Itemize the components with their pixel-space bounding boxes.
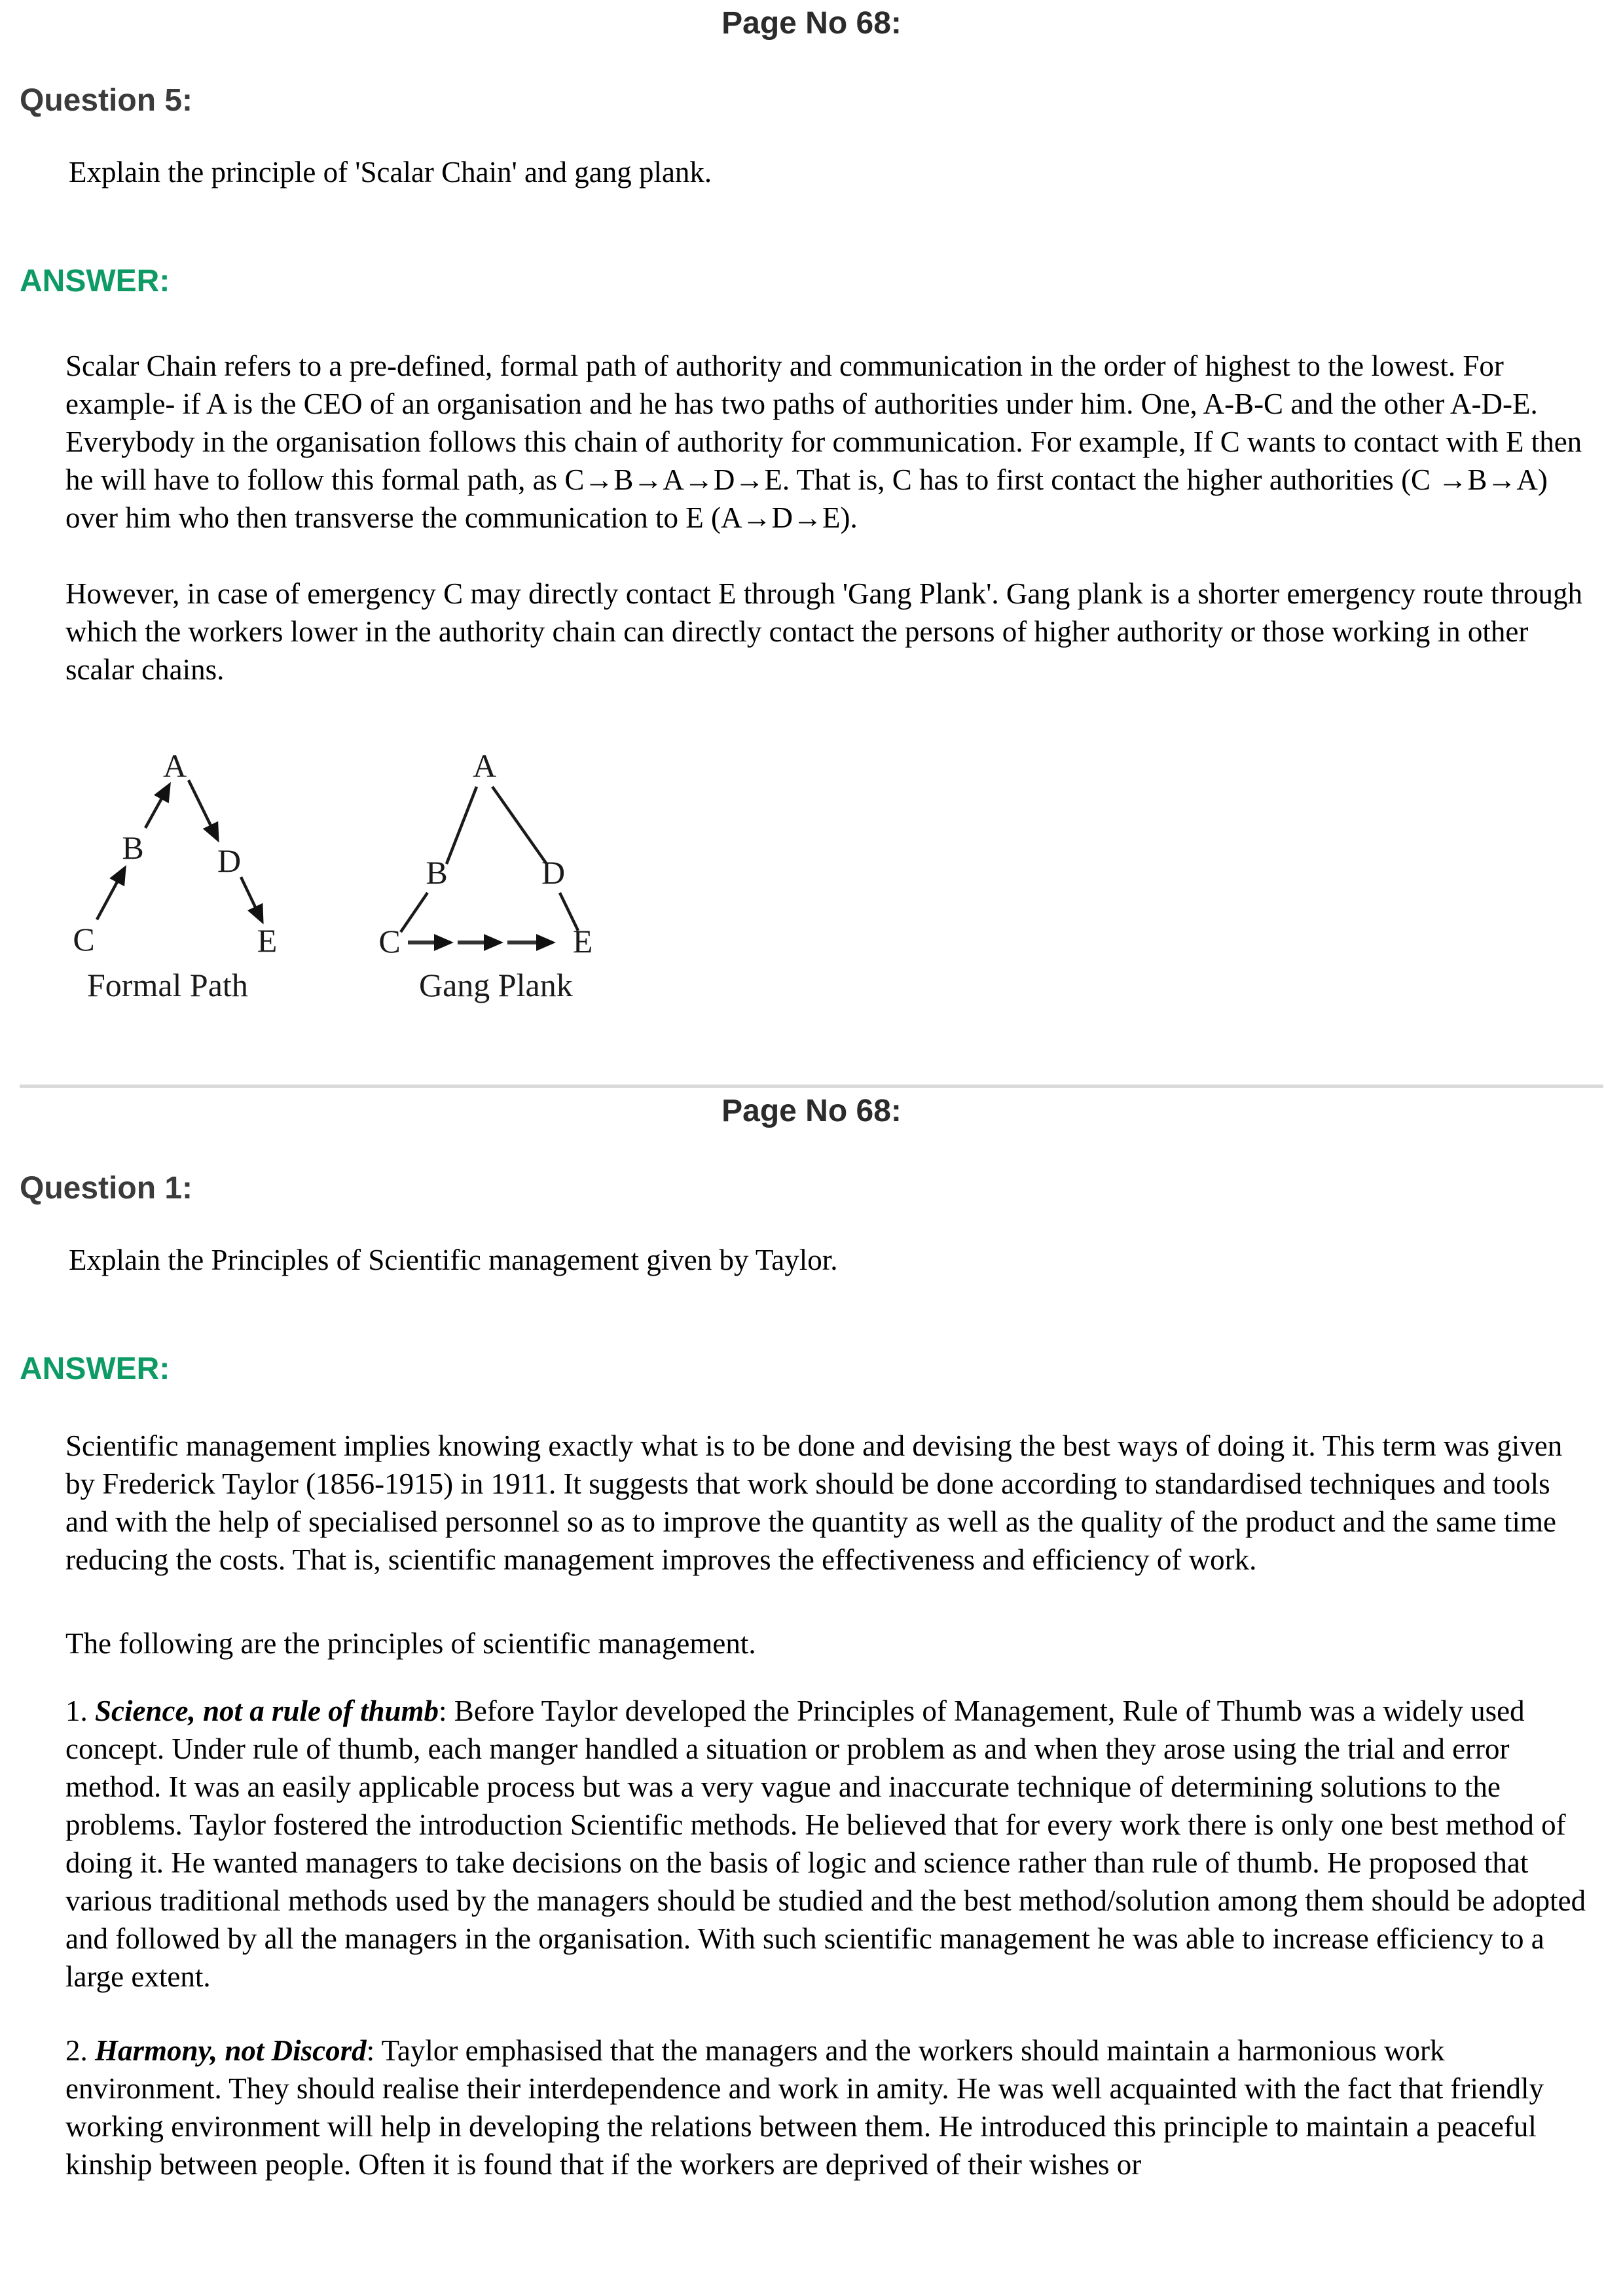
answer-heading-1: ANSWER: xyxy=(20,264,170,298)
answer-heading-2: ANSWER: xyxy=(20,1352,170,1386)
gang-node-b: B xyxy=(426,854,448,891)
gang-edge-b-c xyxy=(401,893,428,932)
gang-plank-caption: Gang Plank xyxy=(419,967,573,1003)
formal-edge-a-to-d xyxy=(189,780,217,839)
answer-1-paragraph-1: Scalar Chain refers to a pre-defined, formal path of authority and communication in the order of highest to the lowest. For example- if A is the CEO of an organisation and he has two paths of authorities under him. One, A-B-C and the other A-D-E. Everybody in the organisation follows this chain of authority for communication. For example, If C wants to contact with E then he will have to follow this formal path, as C→B→A→D→E. That is, C has to first contact the higher authorities (C →B→A) over him who then transverse the communication to E (A→D→E). xyxy=(65,350,1582,534)
gang-plank-diagram xyxy=(378,747,593,1003)
principle-2-number: 2. xyxy=(65,2034,95,2067)
section-divider xyxy=(20,1085,1603,1088)
formal-edge-b-to-a xyxy=(145,785,169,828)
principle-2-body: : Taylor emphasised that the managers and the workers should maintain a harmonious work environment. They should realise their interdependence and work in amity. He was well acquainted with the fact that friendly working environment will help in developing the relations between them. He introduced this principle to maintain a peaceful kinship between people. Often it is found that if the workers are deprived of their wishes or xyxy=(65,2034,1544,2181)
gang-edge-a-b xyxy=(447,787,477,864)
principle-2-paragraph xyxy=(65,2032,1590,2183)
principle-2-title: Harmony, not Discord xyxy=(95,2034,367,2067)
gang-node-a: A xyxy=(472,747,497,784)
scalar-chain-diagram xyxy=(62,734,1623,1013)
gang-node-e: E xyxy=(572,923,593,960)
formal-edge-d-to-e xyxy=(241,877,262,921)
answer-2-list-intro: The following are the principles of scientific management. xyxy=(65,1627,756,1660)
principle-1-number: 1. xyxy=(65,1695,95,1727)
principle-1-paragraph xyxy=(65,1692,1590,1996)
formal-node-d: D xyxy=(217,842,242,879)
question-5-heading: Question 5: xyxy=(20,83,193,118)
gang-edge-a-d xyxy=(492,787,547,864)
question-1-text: Explain the Principles of Scientific management given by Taylor. xyxy=(69,1244,838,1276)
formal-node-b: B xyxy=(122,829,144,866)
page-number-heading-2: Page No 68: xyxy=(721,1094,902,1128)
principle-1-title: Science, not a rule of thumb xyxy=(95,1695,439,1727)
formal-path-caption: Formal Path xyxy=(87,967,248,1003)
formal-edge-c-to-b xyxy=(97,869,124,920)
formal-node-c: C xyxy=(73,921,95,958)
question-5-text: Explain the principle of 'Scalar Chain' and gang plank. xyxy=(69,156,712,188)
answer-2-paragraph-1: Scientific management implies knowing exactly what is to be done and devising the best ways of doing it. This term was given by Frederick Taylor (1856-1915) in 1911. It suggests that work should be done according to standardised techniques and tools and with the help of specialised personnel so as to improve the quantity as well as the quality of the product and the same time reducing the costs. That is, scientific management improves the effectiveness and efficiency of work. xyxy=(65,1429,1563,1576)
question-1-heading: Question 1: xyxy=(20,1171,193,1206)
formal-node-a: A xyxy=(162,747,187,784)
scalar-chain-diagram-svg xyxy=(62,734,606,1009)
page-number-heading-1: Page No 68: xyxy=(721,6,902,41)
gang-node-d: D xyxy=(541,854,566,891)
formal-path-diagram xyxy=(73,747,277,1003)
formal-node-e: E xyxy=(257,922,278,959)
principle-1-body: : Before Taylor developed the Principles of Management, Rule of Thumb was a widely used concept. Under rule of thumb, each manger handled a situation or problem as and when they arose using the trial and error method. It was an easily applicable process but was a very vague and inaccurate technique of determining solutions to the problems. Taylor fostered the introduction Scientific methods. He believed that for every work there is only one best method of doing it. He wanted managers to take decisions on the basis of logic and science rather than rule of thumb. He proposed that various traditional methods used by the managers should be studied and the best method/solution among them should be adopted and followed by all the managers in the organisation. With such scientific management he was able to increase efficiency to a large extent. xyxy=(65,1695,1586,1993)
gang-node-c: C xyxy=(378,923,401,960)
answer-1-paragraph-2: However, in case of emergency C may directly contact E through 'Gang Plank'. Gang plank is a shorter emergency route through which the workers lower in the authority chain can directly contact the persons of higher authority or those working in other scalar chains. xyxy=(65,577,1583,686)
